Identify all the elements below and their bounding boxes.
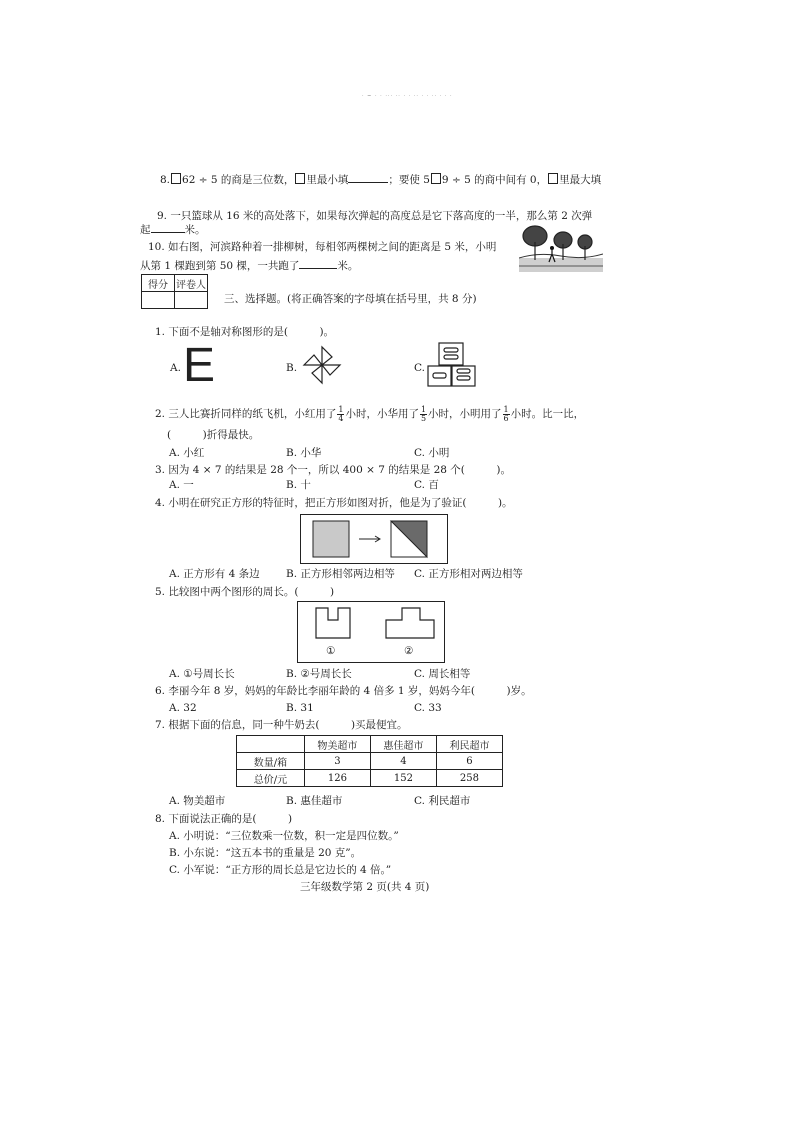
choice-q6-stem: 6. 李丽今年 8 岁，妈妈的年龄比李丽年龄的 4 倍多 1 岁，妈妈今年( )岁。 [155,685,532,697]
fill-q10-line2: 从第 1 棵跑到第 50 棵，一共跑了 米。 [140,260,359,272]
fraction-1-4: $\frac{1}{4}$ [338,404,344,423]
square-box-icon [171,173,181,184]
option-e-letter: E [183,339,216,392]
choice-q7-a[interactable]: A. 物美超市 [169,795,226,807]
score-box-grader: 评卷人 [175,275,208,292]
table-header-row [237,736,503,753]
fraction-1-5: $\frac{1}{5}$ [420,404,427,423]
grader-cell[interactable] [175,292,208,309]
choice-q5-c[interactable]: C. 周长相等 [414,668,471,680]
choice-q8-c[interactable]: C. 小军说：“正方形的周长总是它边长的 4 倍。” [169,864,392,876]
stacked-boxes-icon [426,340,476,394]
price-table [236,735,503,787]
fraction-1-6: $\frac{1}{6}$ [503,404,509,423]
table-cell: 数量/箱 [237,753,305,770]
table-cell: 4 [370,753,436,770]
fold-square-figure [300,514,448,564]
willow-tree-illustration [519,222,603,272]
section-title: 三、选择题。(将正确答案的字母填在括号里，共 8 分) [224,293,477,305]
choice-q6-a[interactable]: A. 32 [169,702,197,714]
choice-q2-stem: 2. 三人比赛折同样的纸飞机，小红用了 $\frac{1}{4}$ 小时，小华用了 $\frac{1}{5}$ 小时，小明用了 $\frac{1}{6}$ 小时。比一比， [155,404,585,423]
score-box-score: 得分 [142,275,175,292]
choice-q1-stem: 1. 下面不是轴对称图形的是( )。 [155,326,335,338]
answer-blank[interactable] [299,258,337,269]
choice-q3-a[interactable]: A. 一 [169,479,194,491]
table-cell: 总价/元 [237,770,305,787]
table-header-cell: 物美超市 [304,736,370,753]
table-row [237,753,503,770]
table-row [237,770,503,787]
square-box-icon [295,173,305,184]
choice-q8-stem: 8. 下面说法正确的是( ) [155,813,293,825]
header-noise: · ~ · · ··· ·· · · ·· · · ·· · · · [362,93,453,99]
score-cell[interactable] [142,292,175,309]
choice-q1-a-label: A. [170,362,181,374]
answer-blank[interactable] [151,222,185,233]
table-header-cell [237,736,305,753]
choice-q2-line2: ( )折得最快。 [167,429,260,441]
table-header-cell: 惠佳超市 [370,736,436,753]
choice-q5-a[interactable]: A. ①号周长长 [169,668,235,680]
page-footer: 三年级数学第 2 页(共 4 页) [300,881,430,893]
score-box [141,274,208,309]
choice-q3-stem: 3. 因为 4 × 7 的结果是 28 个一，所以 400 × 7 的结果是 28 个( )。 [155,464,511,476]
fill-q9-line1: 9. 一只篮球从 16 米的高处落下，如果每次弹起的高度总是它下落高度的一半，那么第 2 次弹 [157,210,593,222]
choice-q3-c[interactable]: C. 百 [414,479,439,491]
choice-q8-a[interactable]: A. 小明说：“三位数乘一位数，积一定是四位数。” [169,830,399,842]
figure-1-label: ① [326,645,336,657]
choice-q8-b[interactable]: B. 小东说：“这五本书的重量是 20 克”。 [169,847,362,859]
choice-q1-c-label: C. [414,362,425,374]
fill-q9-line2: 起 米。 [140,224,206,236]
table-cell: 3 [304,753,370,770]
choice-q4-stem: 4. 小明在研究正方形的特征时，把正方形如图对折，他是为了验证( )。 [155,497,513,509]
choice-q3-b[interactable]: B. 十 [286,479,311,491]
pinwheel-icon [300,343,344,391]
table-header-cell: 利民超市 [436,736,502,753]
choice-q2-c[interactable]: C. 小明 [414,447,450,459]
choice-q4-c[interactable]: C. 正方形相对两边相等 [414,568,523,580]
table-cell: 126 [304,770,370,787]
figure-2-label: ② [404,645,414,657]
perimeter-figures [297,601,445,663]
choice-q7-b[interactable]: B. 惠佳超市 [286,795,343,807]
choice-q6-c[interactable]: C. 33 [414,702,442,714]
square-box-icon [548,173,558,184]
choice-q4-a[interactable]: A. 正方形有 4 条边 [169,568,260,580]
choice-q4-b[interactable]: B. 正方形相邻两边相等 [286,568,395,580]
choice-q2-b[interactable]: B. 小华 [286,447,322,459]
table-cell: 152 [370,770,436,787]
table-cell: 6 [436,753,502,770]
choice-q2-a[interactable]: A. 小红 [169,447,205,459]
choice-q7-c[interactable]: C. 利民超市 [414,795,471,807]
choice-q6-b[interactable]: B. 31 [286,702,314,714]
choice-q1-b-label: B. [286,362,298,374]
choice-q5-b[interactable]: B. ②号周长长 [286,668,352,680]
answer-blank[interactable] [348,172,388,183]
square-box-icon [431,173,441,184]
table-cell: 258 [436,770,502,787]
fill-q8: 8. 62 ÷ 5 的商是三位数， 里最小填 ；要使 5 9 ÷ 5 的商中间有 0， 里最大填 [160,174,602,186]
choice-q5-stem: 5. 比较图中两个图形的周长。( ) [155,586,335,598]
choice-q7-stem: 7. 根据下面的信息，同一种牛奶去( )买最便宜。 [155,719,408,731]
fill-q10-line1: 10. 如右图，河滨路种着一排柳树，每相邻两棵树之间的距离是 5 米，小明 [148,241,497,253]
